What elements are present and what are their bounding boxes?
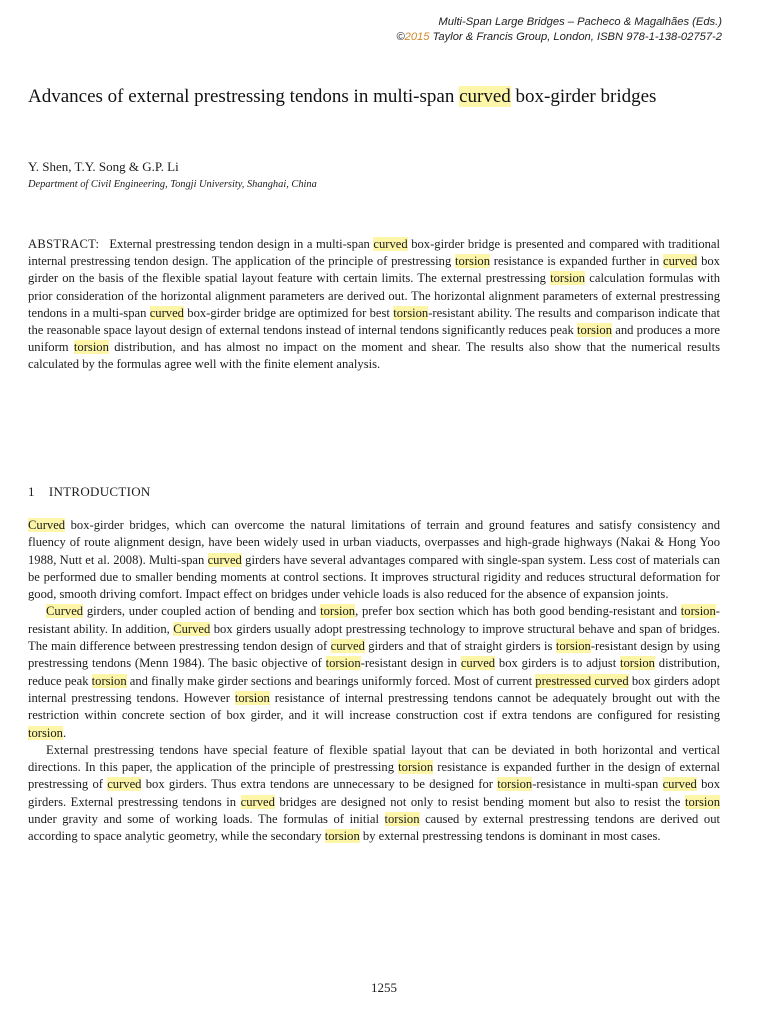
highlighted-term: curved	[207, 552, 242, 567]
highlighted-term: torsion	[455, 254, 491, 269]
text-run: .	[62, 725, 67, 740]
text-run: and finally make girder sections and bearings uniformly forced. Most of current	[126, 673, 536, 688]
title-part-2: box-girder bridges	[510, 86, 657, 107]
highlighted-term: torsion	[91, 673, 127, 688]
text-run: -resistant ability. The results and comparison indicate that the reasonable space layout design of external tendons instead of internal tendons significantly reduces peak	[28, 305, 720, 338]
text-run: box-girder bridge is presented and compared with traditional internal prestressing tendon design. The application of the principle of prestressing	[28, 237, 720, 269]
highlighted-term: torsion	[28, 725, 63, 740]
paragraph	[28, 742, 720, 846]
highlighted-term: curved	[330, 639, 365, 654]
copyright-symbol: ©	[396, 31, 405, 43]
body-text	[28, 517, 720, 846]
authors: Y. Shen, T.Y. Song & G.P. Li	[28, 159, 179, 174]
text-run: distribution, and has almost no impact on the moment and shear. The results also show that the numerical results calculated by the formulas agree well with the finite element analysis.	[28, 340, 720, 372]
title-highlight: curved	[459, 86, 511, 107]
text-run: calculation formulas with prior consideration of the horizontal alignment parameters are derived out. The horizontal alignment parameters of external prestressing tendons in a multi-span	[28, 271, 720, 320]
paragraph	[28, 517, 720, 603]
text-run: box girders. Thus extra tendons are unnecessary to be designed for	[141, 777, 498, 792]
text-run: bridges are designed not only to resist bending moment but also to resist the	[274, 794, 686, 809]
text-run: by external prestressing tendons is dominant in most cases.	[359, 829, 661, 844]
text-run: resistance is expanded further in the design of external prestressing of	[28, 760, 720, 792]
text-run: box girders usually adopt prestressing technology to improve structural behave and span of bridges. The main difference between prestressing tendon design of	[28, 621, 720, 654]
text-run: -resistant design by using prestressing tendons (Menn 1984). The basic objective of	[28, 639, 720, 671]
highlighted-term: torsion	[685, 794, 721, 809]
text-run: girders have several advantages compared with single-span system. Less cost of materials can be performed due to smaller bending moments at control sections. It improves structural rigidity and reduces structural deformation for good, smooth driving comfort. Impact effect on bridges under vehicle loads is also reduced for the absence of expansion joints.	[28, 552, 720, 602]
text-run: girders, under coupled action of bending and	[83, 604, 321, 619]
text-run: distribution, reduce peak	[28, 656, 720, 688]
text-run: girders and that of straight girders is	[364, 639, 556, 654]
abstract-text	[28, 237, 720, 371]
title-part-1: Advances of external prestressing tendons in multi-span	[28, 86, 460, 107]
copyright-line	[396, 30, 722, 45]
paragraph	[28, 603, 720, 741]
highlighted-term: torsion	[73, 340, 109, 355]
highlighted-term: torsion	[680, 604, 716, 619]
highlighted-term: torsion	[325, 656, 361, 671]
section-heading	[28, 484, 151, 500]
highlighted-term: torsion	[324, 829, 360, 844]
highlighted-term: torsion	[320, 604, 356, 619]
text-run: box-girder bridge are optimized for best	[183, 305, 394, 320]
highlighted-term: curved	[373, 237, 408, 251]
highlighted-term: curved	[662, 777, 697, 792]
highlighted-term: torsion	[620, 656, 655, 671]
highlighted-term: torsion	[384, 812, 420, 827]
highlighted-term: torsion	[393, 305, 429, 320]
text-run: -resistance in multi-span	[532, 777, 663, 792]
highlighted-term: Curved	[28, 518, 66, 532]
text-run: box girder on the basis of the flexible spatial layout feature with certain limits. The external prestressing	[28, 254, 720, 286]
text-run: External prestressing tendons have special feature of flexible spatial layout that can be deviated in both horizontal and vertical directions. In this paper, the application of the principle of prestressing	[28, 742, 720, 775]
highlighted-term: prestressed curved	[535, 673, 629, 688]
text-run: -resistant design in	[360, 656, 461, 671]
text-run: resistance is expanded further in	[490, 254, 664, 269]
publisher-isbn: Taylor & Francis Group, London, ISBN 978-1-138-02757-2	[429, 31, 722, 43]
running-header	[396, 15, 722, 45]
highlighted-term: torsion	[555, 639, 591, 654]
section-title: INTRODUCTION	[48, 484, 151, 499]
paper-title	[28, 86, 708, 108]
text-run: box girders adopt internal prestressing tendons. However	[28, 673, 720, 705]
copyright-year: 2015	[404, 31, 430, 43]
highlighted-term: curved	[107, 777, 142, 792]
abstract	[28, 236, 720, 374]
abstract-label: ABSTRACT:	[28, 237, 100, 251]
highlighted-term: torsion	[497, 777, 533, 792]
text-run: box-girder bridges, which can overcome the natural limitations of terrain and ground features and satisfy consistency and fluency of route alignment design, have been widely used in urban viaducts, overpasses and high-grade highways (Nakai & Hong Yoo 1988, Nutt et al. 2008). Multi-span	[28, 518, 720, 567]
book-citation: Multi-Span Large Bridges – Pacheco & Magalhães (Eds.)	[438, 16, 722, 28]
highlighted-term: curved	[149, 305, 184, 320]
text-run: box girders is to adjust	[495, 656, 620, 671]
text-run: under gravity and some of working loads. The formulas of initial	[28, 812, 385, 827]
section-number: 1	[28, 484, 35, 499]
page-number: 1255	[371, 980, 397, 995]
text-run: resistance of internal prestressing tendons cannot be adequately brought out with the restriction within concrete section of box girder, and it will increase construction cost if extra tendons are configured for resisting	[28, 690, 721, 723]
highlighted-term: torsion	[550, 271, 586, 286]
highlighted-term: curved	[663, 254, 698, 269]
affiliation: Department of Civil Engineering, Tongji University, Shanghai, China	[28, 179, 317, 190]
highlighted-term: Curved	[173, 621, 211, 636]
highlighted-term: torsion	[398, 760, 434, 775]
highlighted-term: Curved	[46, 604, 84, 619]
highlighted-term: torsion	[577, 323, 613, 338]
text-run: and produces a more uniform	[28, 323, 720, 355]
highlighted-term: curved	[240, 794, 275, 809]
text-run: External prestressing tendon design in a multi-span	[109, 237, 374, 251]
text-run: box girders. External prestressing tendons in	[28, 777, 720, 809]
text-run: , prefer box section which has both good bending-resistant and	[355, 604, 681, 619]
highlighted-term: curved	[460, 656, 496, 671]
text-run: -resistant ability. In addition,	[28, 604, 720, 636]
highlighted-term: torsion	[234, 690, 270, 705]
text-run: caused by external prestressing tendons are derived out according to space analytic geometry, while the secondary	[28, 812, 720, 844]
